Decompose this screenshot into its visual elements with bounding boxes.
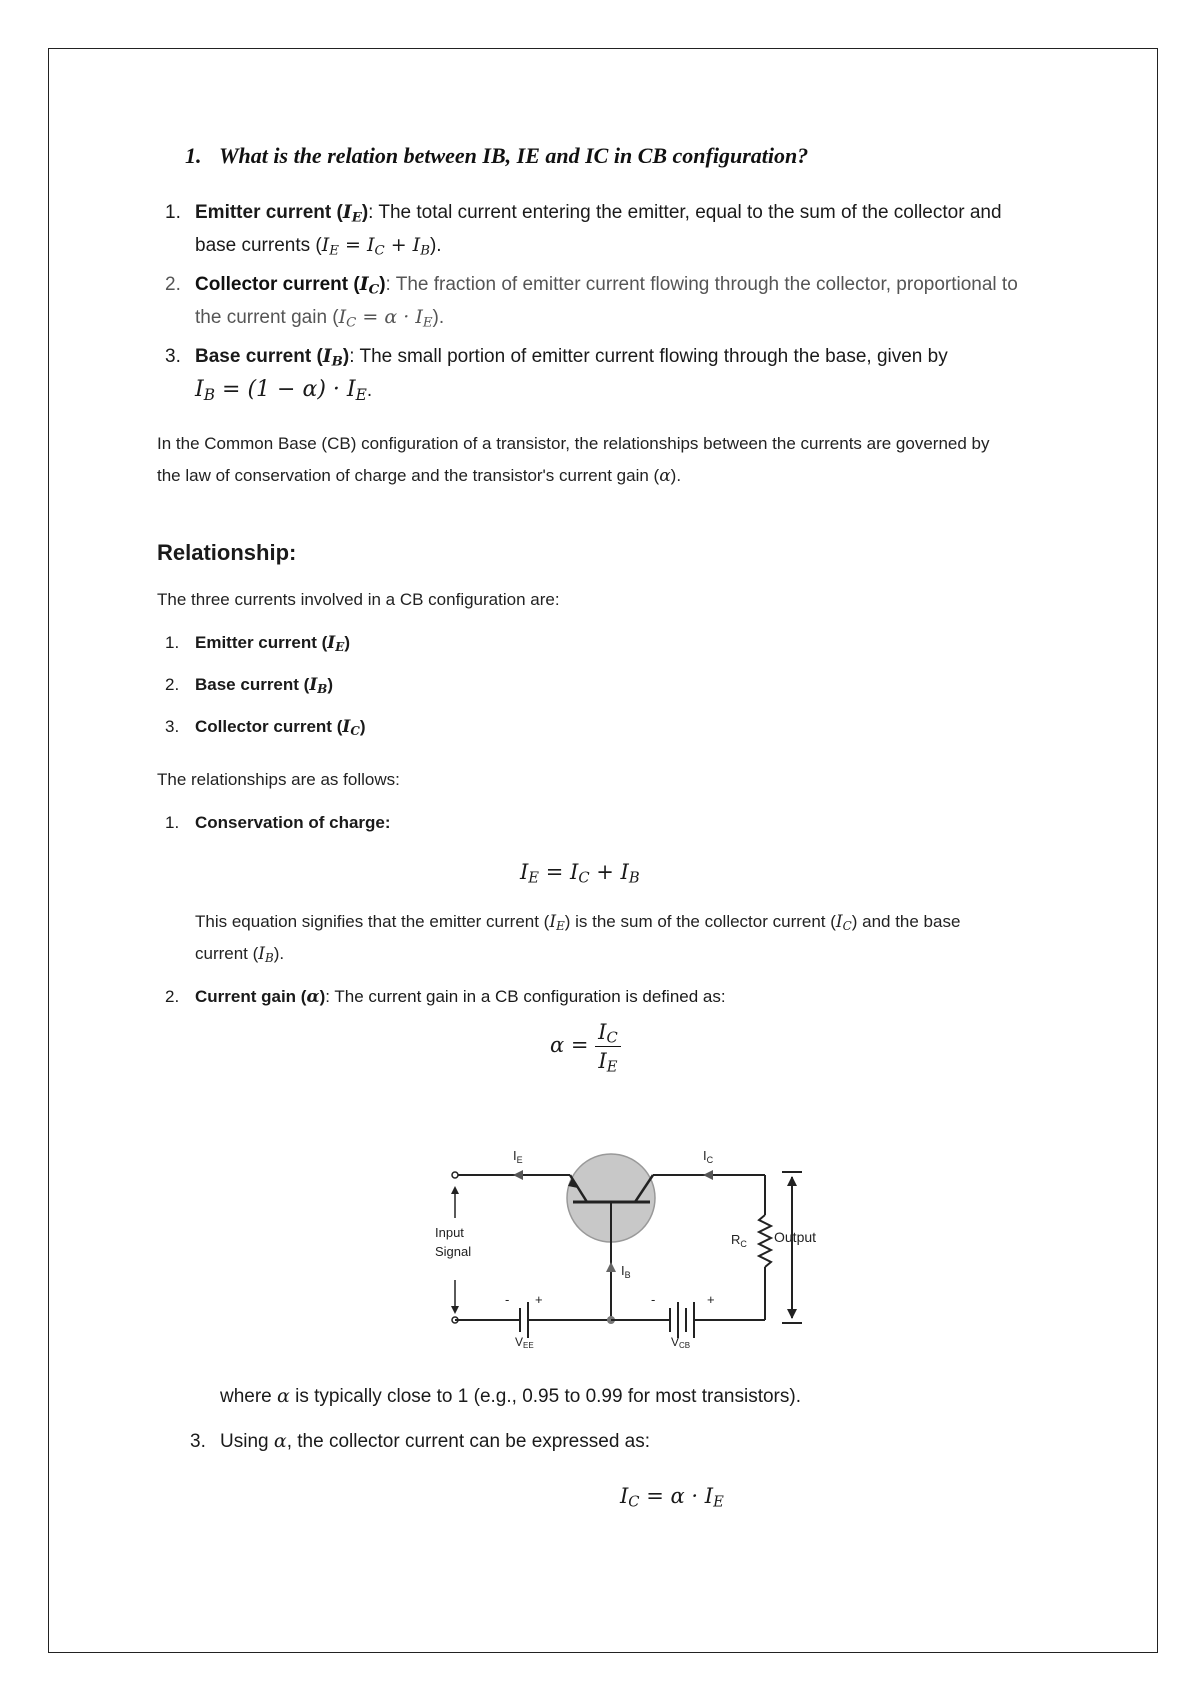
list-number: 2. bbox=[165, 987, 180, 1006]
using-text: Using bbox=[220, 1431, 274, 1452]
cb-circuit-diagram bbox=[425, 1120, 855, 1350]
gain-equation: α = $\frac{I_C}{I_E}$ bbox=[550, 1020, 621, 1073]
question-title bbox=[185, 143, 808, 169]
conservation-item bbox=[165, 810, 391, 836]
vcb-label: VCB bbox=[671, 1335, 691, 1350]
term-description: : The total current entering the emitter, equal to the sum of the collector and base currents ( bbox=[195, 202, 1002, 256]
math-sub: C bbox=[350, 723, 360, 738]
rc-label: $R_C$ bbox=[731, 1232, 747, 1249]
note-text: is typically close to 1 (e.g., 0.95 to 0.99 for most transistors). bbox=[289, 1386, 801, 1407]
current-label: Base current bbox=[195, 675, 299, 694]
math-symbol: I bbox=[359, 273, 369, 295]
relationship-heading: Relationship: bbox=[157, 540, 297, 565]
math-sub: B bbox=[331, 354, 343, 370]
input-label: Input bbox=[435, 1225, 464, 1240]
alpha-symbol: α bbox=[659, 466, 671, 486]
punct: ). bbox=[429, 235, 442, 256]
current-item-base: 2. Base current $(I_B)$ bbox=[165, 672, 333, 698]
question-text: What is the relation between IB, IE and IC in CB configuration? bbox=[219, 143, 809, 168]
current-label: Collector current bbox=[195, 717, 332, 736]
vcb-minus: - bbox=[651, 1292, 656, 1307]
vee-label: VEE bbox=[515, 1335, 534, 1350]
collector-equation: $I_C = \alpha \cdot I_E$ bbox=[620, 1484, 724, 1511]
ib-arrow bbox=[606, 1262, 616, 1272]
alpha-symbol: α bbox=[306, 987, 320, 1007]
term-label: Emitter current bbox=[195, 202, 332, 223]
current-gain-item: 2. Current gain (α): The current gain in a CB configuration is defined as: bbox=[165, 984, 726, 1010]
alpha-note bbox=[220, 1385, 801, 1408]
ie-label: $I_E$ bbox=[513, 1148, 523, 1165]
vee-plus: + bbox=[535, 1292, 543, 1307]
conservation-equation: $I_E = I_C + I_B$ bbox=[520, 860, 640, 887]
conservation-explanation: This equation signifies that the emitter current $(I_E)$ is the sum of the collector current $(I_C)$ and the base current $(I_B)$. bbox=[195, 912, 961, 965]
rc-resistor bbox=[759, 1215, 771, 1267]
summary-item-collector: 2. Collector current $(I_C)$: The fraction of emitter current flowing through the collector, proportional to the current gain $(I_C = \alpha \cdot I_E)$. bbox=[165, 268, 1025, 334]
arrow-head bbox=[787, 1176, 797, 1186]
ie-arrow bbox=[513, 1170, 523, 1180]
using-text: , the collector current can be expressed as: bbox=[286, 1431, 651, 1452]
math-sub: B bbox=[628, 869, 640, 887]
explain-text: ) is the sum of the collector current ( bbox=[564, 912, 836, 931]
list-number: 1. bbox=[165, 633, 180, 652]
current-item-collector: 3. Collector current $(I_C)$ bbox=[165, 714, 365, 740]
math-sub: E bbox=[351, 210, 362, 226]
summary-item-emitter: 1. Emitter current $(I_E)$: The total current entering the emitter, equal to the sum of the collector and base currents $(I_E = I_C + I_B)$. bbox=[165, 196, 1025, 262]
question-number: 1. bbox=[185, 143, 202, 168]
current-label: Emitter current bbox=[195, 633, 317, 652]
ic-label: $I_C$ bbox=[703, 1148, 714, 1165]
math-sub: C bbox=[368, 282, 380, 298]
term-label: Collector current bbox=[195, 274, 349, 295]
conservation-label: Conservation of charge: bbox=[195, 813, 391, 832]
list-number: 3. bbox=[190, 1431, 206, 1452]
alpha-symbol: α bbox=[273, 1430, 287, 1452]
explain-text: This equation signifies that the emitter current ( bbox=[195, 912, 550, 931]
ic-arrow bbox=[703, 1170, 713, 1180]
list-number: 3. bbox=[165, 717, 180, 736]
arrow-head bbox=[451, 1186, 459, 1194]
current-item-emitter: 1. Emitter current $(I_E)$ bbox=[165, 630, 350, 656]
output-label: Output bbox=[774, 1229, 817, 1245]
term-description: : The fraction of emitter current flowing through the collector, proportional to the current gain ( bbox=[195, 274, 1018, 328]
ib-label: $I_B$ bbox=[621, 1263, 631, 1280]
math-symbol: I bbox=[322, 345, 332, 367]
math-sub: B bbox=[317, 681, 328, 696]
list-number: 1. bbox=[165, 202, 181, 223]
gain-description: : The current gain in a CB configuration is defined as: bbox=[325, 987, 726, 1006]
inline-equation: $I_E = I_C + I_B$ bbox=[321, 234, 430, 259]
note-text: where bbox=[220, 1386, 278, 1407]
term-description: : The small portion of emitter current flowing through the base, given by bbox=[349, 346, 948, 367]
signal-label: Signal bbox=[435, 1244, 472, 1259]
list-number: 2. bbox=[165, 675, 180, 694]
punct: . bbox=[366, 380, 373, 401]
intro-paragraph bbox=[157, 428, 1017, 492]
using-alpha-item bbox=[190, 1430, 650, 1453]
arrow-head bbox=[787, 1309, 797, 1319]
inline-equation: $I_B = (1 - \alpha) \cdot I_E$ bbox=[195, 377, 367, 404]
math-sub: E bbox=[335, 639, 345, 654]
summary-item-base: 3. Base current $(I_B)$: The small portion of emitter current flowing through the base, given by $I_B = (1 - \alpha) \cdot I_E$. bbox=[165, 340, 1025, 407]
explain-text: ) and the base current ( bbox=[195, 912, 961, 963]
relationship-lead: The three currents involved in a CB configuration are: bbox=[157, 590, 560, 609]
punct: ). bbox=[670, 466, 682, 485]
math-sub: C bbox=[578, 869, 590, 887]
input-terminal-top bbox=[452, 1172, 458, 1178]
vee-minus: - bbox=[505, 1292, 510, 1307]
list-number: 1. bbox=[165, 813, 180, 832]
vcb-plus: + bbox=[707, 1292, 715, 1307]
list-number: 3. bbox=[165, 346, 181, 367]
explain-text: ). bbox=[273, 944, 285, 963]
intro-text: In the Common Base (CB) configuration of a transistor, the relationships between the currents are governed by the law of conservation of charge and the transistor's current gain ( bbox=[157, 434, 990, 485]
arrow-head bbox=[451, 1306, 459, 1314]
alpha-symbol: α bbox=[277, 1385, 290, 1407]
math-sub: E bbox=[528, 869, 540, 887]
list-number: 2. bbox=[165, 274, 181, 295]
relationships-follow: The relationships are as follows: bbox=[157, 770, 400, 789]
math-symbol: I bbox=[342, 201, 352, 223]
term-label: Base current bbox=[195, 346, 312, 367]
gain-label: Current gain bbox=[195, 987, 297, 1006]
inline-equation: $I_C = \alpha \cdot I_E$ bbox=[338, 306, 433, 331]
punct: ). bbox=[432, 307, 445, 328]
